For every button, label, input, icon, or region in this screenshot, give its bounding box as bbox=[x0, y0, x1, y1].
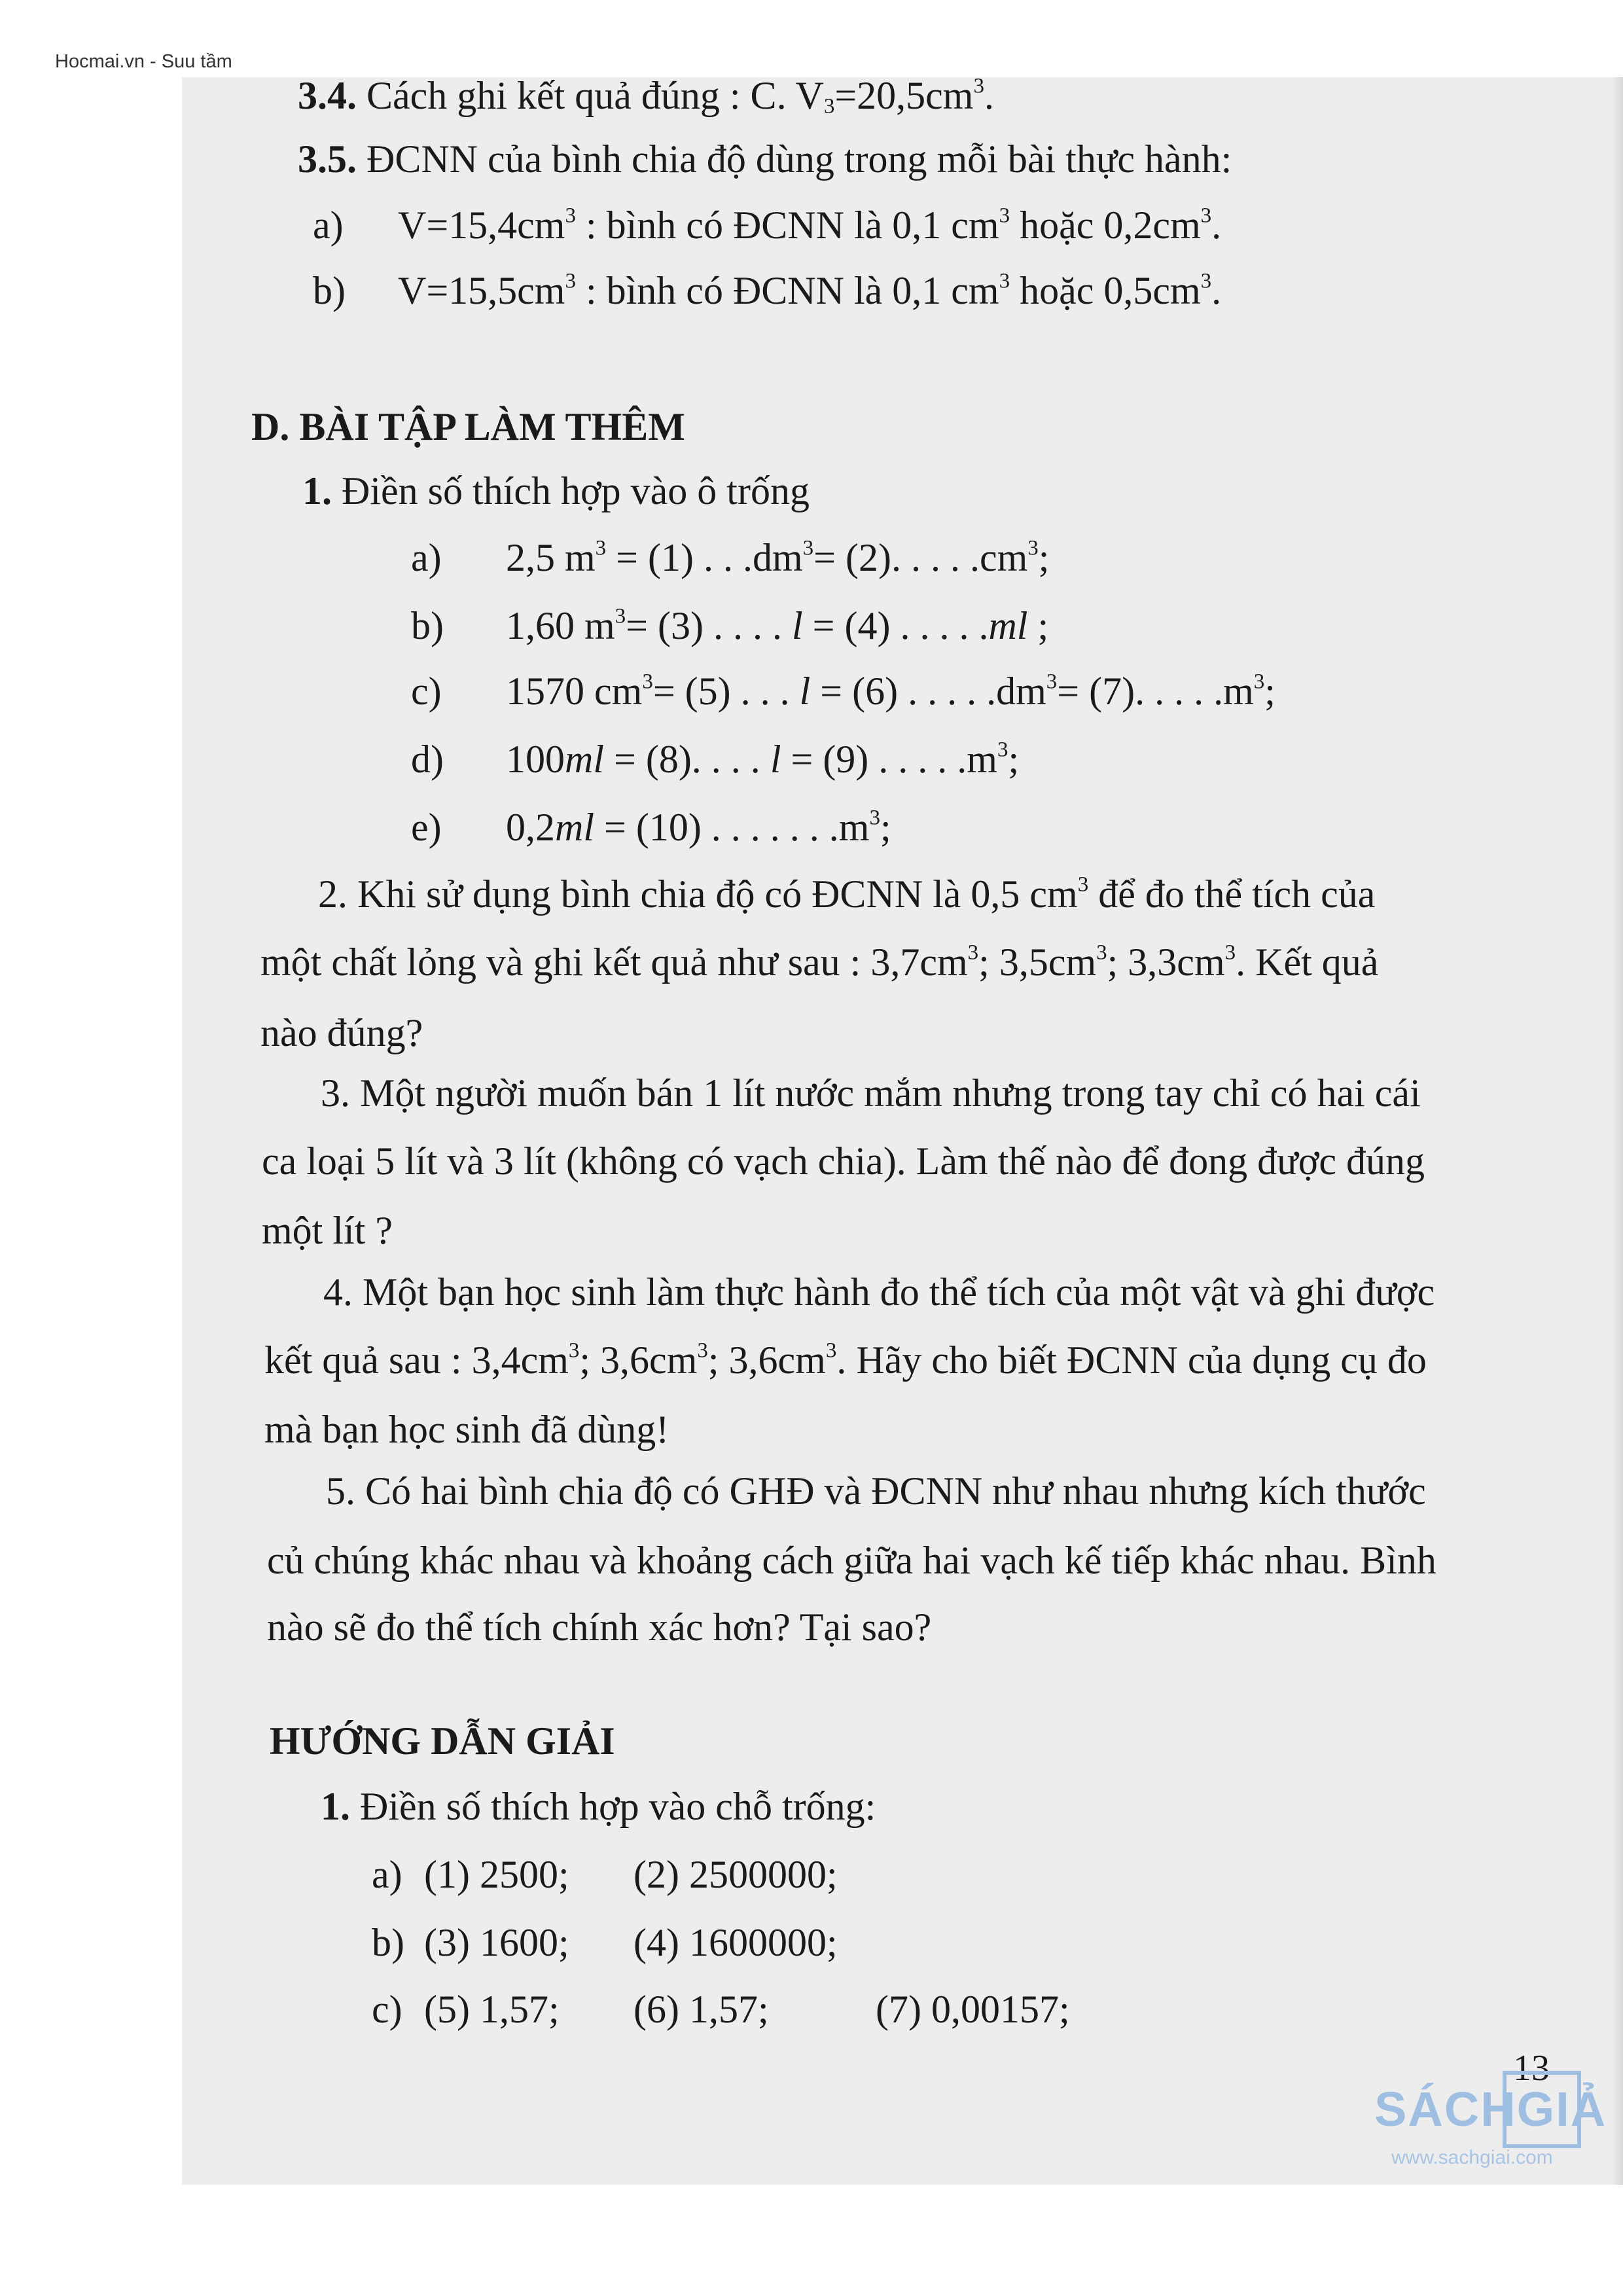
solutions-heading: HƯỚNG DẪN GIẢI bbox=[270, 1719, 615, 1763]
exercise-3-line-3: một lít ? bbox=[262, 1209, 393, 1252]
exercise-1-item-e: e) 0,2ml = (10) . . . . . . $.m^3$; bbox=[411, 806, 891, 849]
exercise-3-line-2: ca loại 5 lít và 3 lít (không có vạch chia). Làm thế nào để đong được đúng bbox=[262, 1139, 1425, 1183]
answer-3-5-b: b) $V=15,5cm^3$ : bình có ĐCNN là 0,1 $cm^3$ hoặc $0,5cm^3$. bbox=[313, 269, 1222, 312]
answer-3-5: 3.5. ĐCNN của bình chia độ dùng trong mỗi bài thực hành: bbox=[298, 137, 1232, 181]
solution-row-b: b) (3) 1600; (4) 1600000; bbox=[372, 1921, 838, 1964]
exercise-1-prompt: 1. Điền số thích hợp vào ô trống bbox=[302, 469, 810, 512]
sachgiai-logo bbox=[1374, 2068, 1623, 2173]
exercise-3-line-1: 3. Một người muốn bán 1 lít nước mắm nhưng trong tay chỉ có hai cái bbox=[321, 1071, 1421, 1115]
exercise-1-item-d: d) 100ml = (8). . . . l = (9) . . . . $.m^3$; bbox=[411, 738, 1020, 781]
exercise-5-line-3: nào sẽ đo thể tích chính xác hơn? Tại sao? bbox=[267, 1605, 932, 1649]
section-d-heading: D. BÀI TẬP LÀM THÊM bbox=[251, 405, 685, 448]
logo-url: www.sachgiai.com bbox=[1391, 2147, 1553, 2168]
logo-text: SÁCHGIẢ bbox=[1374, 2082, 1607, 2136]
exercise-1-item-a: a) 2,5 $m^3 = (1)$ . . $.dm^3= (2)$. . . . $.cm^3$; bbox=[411, 536, 1050, 579]
solution-1-prompt: 1. Điền số thích hợp vào chỗ trống: bbox=[321, 1785, 876, 1828]
exercise-2-line-1: 2. Khi sử dụng bình chia độ có ĐCNN là 0,5 $cm^3$ để đo thể tích của bbox=[318, 872, 1376, 916]
exercise-2-line-3: nào đúng? bbox=[260, 1011, 423, 1054]
page-number: 13 bbox=[1513, 2048, 1550, 2089]
source-note: Hocmai.vn - Suu tầm bbox=[55, 51, 232, 72]
exercise-5-line-2: củ chúng khác nhau và khoảng cách giữa hai vạch kế tiếp khác nhau. Bình bbox=[267, 1539, 1436, 1582]
exercise-2-line-2: một chất lỏng và ghi kết quả như sau : $3,7cm^3$; $3,5cm^3$; $3,3cm^3$. Kết quả bbox=[260, 941, 1379, 984]
exercise-1-item-b: b) 1,60 $m^3= (3)$ . . . . l = (4) . . . . .ml ; bbox=[411, 604, 1049, 647]
exercise-5-line-1: 5. Có hai bình chia độ có GHĐ và ĐCNN như nhau nhưng kích thước bbox=[326, 1469, 1426, 1513]
answer-3-5-a: a) $V=15,4cm^3$ : bình có ĐCNN là 0,1 $cm^3$ hoặc $0,2cm^3$. bbox=[313, 204, 1222, 247]
exercise-4-line-3: mà bạn học sinh đã dùng! bbox=[264, 1408, 669, 1451]
exercise-4-line-2: kết quả sau : $3,4cm^3$; $3,6cm^3$; $3,6cm^3$. Hãy cho biết ĐCNN của dụng cụ đo bbox=[264, 1338, 1427, 1382]
answer-3-4: 3.4. Cách ghi kết quả đúng : C. $V_3=20,5cm^3$. bbox=[298, 74, 994, 118]
exercise-1-item-c: c) 1570 $cm^3= (5)$ . . . l = (6) . . . . $.dm^3= (7)$. . . . $.m^3$; bbox=[411, 670, 1275, 713]
solution-row-a: a) (1) 2500; (2) 2500000; bbox=[372, 1853, 838, 1896]
solution-row-c: c) (5) 1,57; (6) 1,57; (7) 0,00157; bbox=[372, 1988, 1070, 2031]
exercise-4-line-1: 4. Một bạn học sinh làm thực hành đo thể tích của một vật và ghi được bbox=[323, 1270, 1435, 1314]
